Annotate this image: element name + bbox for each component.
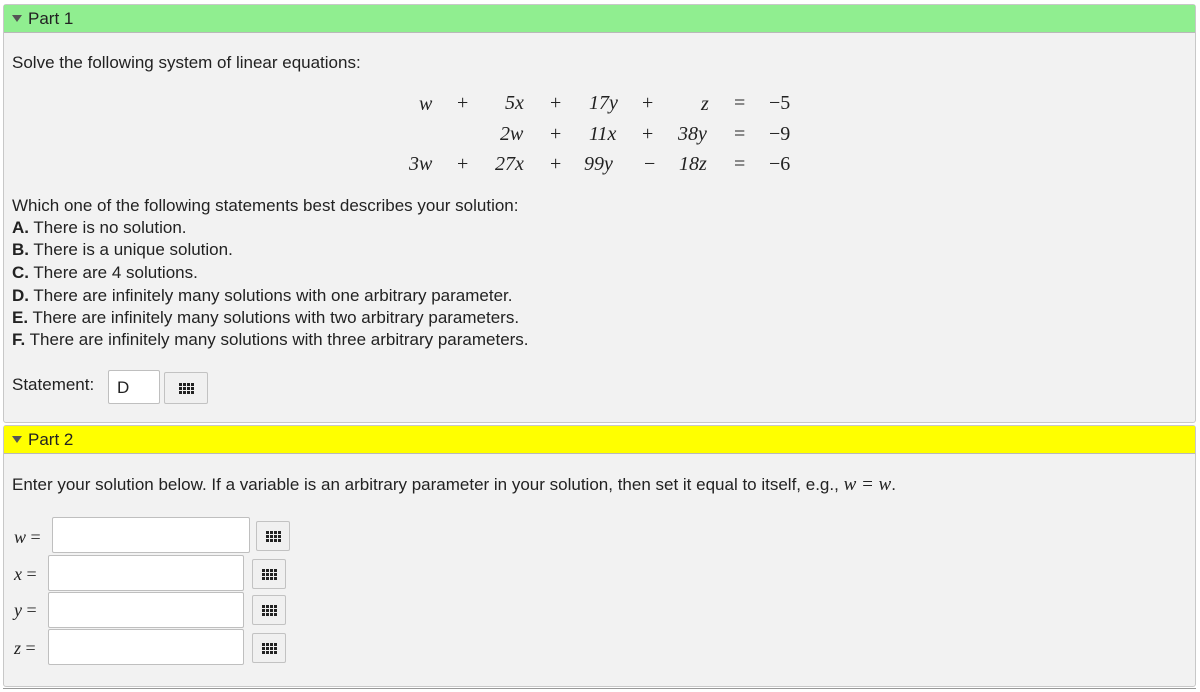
- eq1-equals: =: [734, 92, 746, 114]
- option-e-letter: E.: [12, 308, 29, 327]
- eq2-rhs: −9: [769, 123, 791, 145]
- option-c: [12, 263, 198, 283]
- eq2-term-w: 2w: [500, 123, 524, 145]
- eq3-term-y: 99y: [584, 153, 613, 175]
- eq1-op1: +: [457, 92, 469, 114]
- answer-x-input[interactable]: [48, 555, 244, 591]
- answer-y-input[interactable]: [48, 592, 244, 628]
- grid-palette-icon: [262, 569, 277, 580]
- option-e-text: There are infinitely many solutions with two arbitrary parameters.: [28, 308, 520, 327]
- option-b: [12, 240, 233, 260]
- instruction-suffix: .: [891, 475, 896, 494]
- statement-label: Statement:: [12, 375, 95, 394]
- option-f: [12, 330, 529, 350]
- bottom-divider: [3, 688, 1196, 689]
- eq3-term-x: 27x: [495, 153, 524, 175]
- answer-z-eq: =: [21, 638, 36, 658]
- option-d-letter: D.: [12, 286, 29, 305]
- option-a-letter: A.: [12, 218, 29, 237]
- eq1-term-z: z: [701, 93, 709, 115]
- answer-y-label: [14, 600, 37, 621]
- problem-prompt: Solve the following system of linear equations:: [12, 53, 361, 72]
- eq2-op2: +: [642, 123, 654, 145]
- eq3-term-w: 3w: [409, 153, 433, 175]
- eq2-equals: =: [734, 123, 746, 145]
- answer-z-input[interactable]: [48, 629, 244, 665]
- answer-w-palette-button[interactable]: [256, 521, 290, 551]
- grid-palette-icon: [179, 383, 194, 394]
- option-c-letter: C.: [12, 263, 29, 282]
- option-a-text: There is no solution.: [29, 218, 187, 237]
- eq2-op1: +: [550, 123, 562, 145]
- eq2-term-x: 11x: [589, 123, 617, 145]
- part-2-panel: [3, 425, 1196, 687]
- eq3-term-z: 18z: [679, 153, 707, 175]
- equation-system: [4, 5, 1197, 205]
- eq1-op2: +: [550, 92, 562, 114]
- option-a: [12, 218, 187, 238]
- part-2-instruction: [12, 474, 896, 496]
- statement-palette-button[interactable]: [164, 372, 208, 404]
- answer-z-var: z: [14, 638, 22, 658]
- eq3-op2: +: [550, 153, 562, 175]
- answer-w-input[interactable]: [52, 517, 250, 553]
- answer-y-eq: =: [22, 600, 37, 620]
- option-f-letter: F.: [12, 330, 26, 349]
- eq1-op3: +: [642, 92, 654, 114]
- statement-value: D: [117, 378, 130, 397]
- option-e: [12, 308, 519, 328]
- option-d-text: There are infinitely many solutions with one arbitrary parameter.: [29, 286, 513, 305]
- statement-input[interactable]: [108, 370, 160, 404]
- grid-palette-icon: [266, 531, 281, 542]
- answer-x-eq: =: [22, 564, 37, 584]
- option-b-text: There is a unique solution.: [29, 240, 233, 259]
- instruction-example: w = w: [843, 474, 892, 495]
- eq1-term-y: 17y: [589, 92, 618, 114]
- eq1-rhs: −5: [769, 92, 791, 114]
- instruction-text: Enter your solution below. If a variable is an arbitrary parameter in your solution, then set it equal to itself, e.g.,: [12, 475, 844, 494]
- option-d: [12, 286, 512, 306]
- answer-w-eq: =: [26, 527, 41, 547]
- answer-y-var: y: [14, 600, 22, 620]
- answer-w-label: [14, 527, 41, 548]
- answer-z-palette-button[interactable]: [252, 633, 286, 663]
- triangle-down-icon: [12, 436, 22, 443]
- answer-y-palette-button[interactable]: [252, 595, 286, 625]
- eq3-op3: −: [644, 153, 656, 175]
- answer-x-label: [14, 564, 37, 585]
- answer-w-var: w: [14, 527, 27, 547]
- eq3-op1: +: [457, 153, 469, 175]
- answer-x-var: x: [14, 564, 22, 584]
- grid-palette-icon: [262, 643, 277, 654]
- part-1-panel: [3, 4, 1196, 423]
- answer-z-label: [14, 638, 36, 659]
- eq1-term-w: w: [419, 93, 433, 115]
- grid-palette-icon: [262, 605, 277, 616]
- part-2-title: Part 2: [28, 430, 74, 449]
- eq3-rhs: −6: [769, 153, 791, 175]
- option-c-text: There are 4 solutions.: [29, 263, 198, 282]
- part-1-title: Part 1: [28, 9, 74, 28]
- option-f-text: There are infinitely many solutions with three arbitrary parameters.: [25, 330, 529, 349]
- eq2-term-y: 38y: [678, 123, 707, 145]
- question-text: Which one of the following statements best describes your solution:: [12, 196, 519, 215]
- part-2-header[interactable]: [4, 426, 1195, 454]
- answer-x-palette-button[interactable]: [252, 559, 286, 589]
- eq1-term-x: 5x: [505, 92, 524, 114]
- option-b-letter: B.: [12, 240, 29, 259]
- eq3-equals: =: [734, 153, 746, 175]
